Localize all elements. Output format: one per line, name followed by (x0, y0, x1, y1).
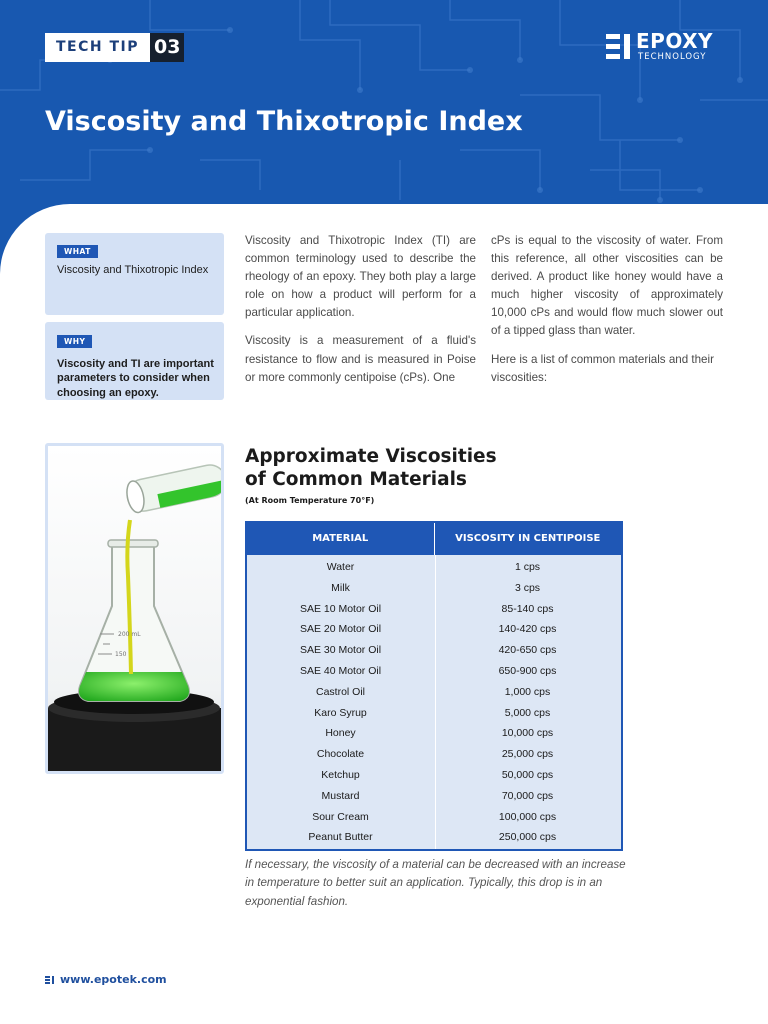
table-row (247, 765, 621, 786)
table-row (247, 703, 621, 724)
list-intro-paragraph: Here is a list of common materials and their viscosities: (491, 352, 714, 384)
reference-paragraph: cPs is equal to the viscosity of water. From this reference, all other viscosities can be derived. A product like honey would have a much higher viscosity of approximately 10,000 cPs and would flow much slower out of a tipped glass than water. (491, 234, 723, 338)
viscosity-paragraph: Viscosity is a measurement of a fluid's resistance to flow and is measured in Poise or more commonly centipoise (cPs). One (245, 334, 476, 384)
material-cell: Chocolate (316, 748, 365, 761)
svg-text:200 mL: 200 mL (118, 631, 141, 638)
table-title-line-1: Approximate Viscosities (245, 446, 497, 467)
viscosity-cell: 100,000 cps (498, 810, 557, 823)
viscosity-cell: 1 cps (514, 561, 541, 573)
viscosity-cell: 25,000 cps (501, 748, 554, 761)
table-row (247, 827, 621, 848)
viscosity-cell: 50,000 cps (501, 768, 554, 781)
material-cell: Mustard (321, 789, 360, 802)
table-row (247, 578, 621, 599)
why-text: Viscosity and TI are important parameters to consider when choosing an epoxy. (57, 358, 214, 399)
temperature-note: If necessary, the viscosity of a material can be decreased with an increase in temperature to better suit an application. Typically, this drop is in an exponential fashion. (245, 858, 626, 908)
table-subtitle: (At Room Temperature 70°F) (245, 496, 375, 505)
table-body (247, 555, 621, 849)
viscosity-cell: 140-420 cps (498, 623, 557, 636)
table-row (247, 682, 621, 703)
tech-tip-number: 03 (150, 33, 184, 62)
material-cell: Milk (331, 581, 350, 594)
material-cell: SAE 10 Motor Oil (299, 602, 382, 615)
why-card (45, 322, 224, 400)
table-row (247, 557, 621, 578)
material-cell: Ketchup (321, 768, 360, 781)
material-cell: SAE 40 Motor Oil (299, 664, 382, 677)
viscosity-cell: 5,000 cps (504, 706, 551, 719)
material-cell: Castrol Oil (315, 685, 365, 698)
why-badge: WHY (57, 335, 92, 348)
material-cell: Sour Cream (312, 810, 369, 823)
table-row (247, 661, 621, 682)
viscosity-cell: 85-140 cps (501, 602, 554, 615)
flask-illustration (48, 446, 221, 771)
footer (45, 973, 167, 986)
viscosity-cell: 250,000 cps (498, 831, 557, 844)
table-title-line-2: of Common Materials (245, 469, 467, 490)
what-card (45, 233, 224, 315)
table-title (245, 445, 497, 491)
viscosity-cell: 10,000 cps (501, 727, 554, 740)
viscosity-table (245, 521, 623, 851)
viscosity-cell: 420-650 cps (498, 644, 557, 657)
material-cell: SAE 20 Motor Oil (299, 623, 382, 636)
material-cell: Honey (325, 727, 356, 740)
viscosity-cell: 1,000 cps (504, 685, 551, 698)
logo-mark-icon (606, 32, 632, 62)
page-title: Viscosity and Thixotropic Index (45, 106, 523, 137)
logo-subtitle: TECHNOLOGY (638, 52, 707, 62)
viscosity-cell: 70,000 cps (501, 789, 554, 802)
epoxy-technology-logo (606, 30, 736, 66)
what-badge: WHAT (57, 245, 98, 258)
what-text: Viscosity and Thixotropic Index (57, 264, 209, 276)
table-row (247, 640, 621, 661)
logo-wordmark: EPOXY (636, 29, 714, 53)
svg-text:150: 150 (115, 651, 127, 658)
intro-paragraph: Viscosity and Thixotropic Index (TI) are common terminology used to describe the rheology of an epoxy. They both play a large role on how a product will perform for a particular application. (245, 234, 476, 320)
material-cell: SAE 30 Motor Oil (299, 644, 382, 657)
table-header-row (247, 523, 621, 555)
header-viscosity: VISCOSITY IN CENTIPOISE (455, 533, 601, 544)
header-material: MATERIAL (247, 523, 435, 555)
material-cell: Water (326, 561, 355, 573)
viscosity-cell: 3 cps (514, 581, 541, 594)
table-row (247, 744, 621, 765)
table-row (247, 786, 621, 807)
table-row (247, 599, 621, 620)
table-row (247, 723, 621, 744)
tech-tip-tag (45, 33, 184, 62)
material-cell: Karo Syrup (314, 706, 367, 719)
material-cell: Peanut Butter (308, 831, 373, 844)
body-column-2 (491, 232, 723, 397)
table-row (247, 619, 621, 640)
footer-logo-icon (45, 975, 55, 985)
viscosity-cell: 650-900 cps (498, 664, 557, 677)
table-row (247, 807, 621, 828)
tech-tip-label: TECH TIP (45, 33, 150, 62)
body-column-1 (245, 232, 476, 397)
website-link[interactable]: www.epotek.com (60, 973, 167, 986)
lab-flask-photo (45, 443, 224, 774)
